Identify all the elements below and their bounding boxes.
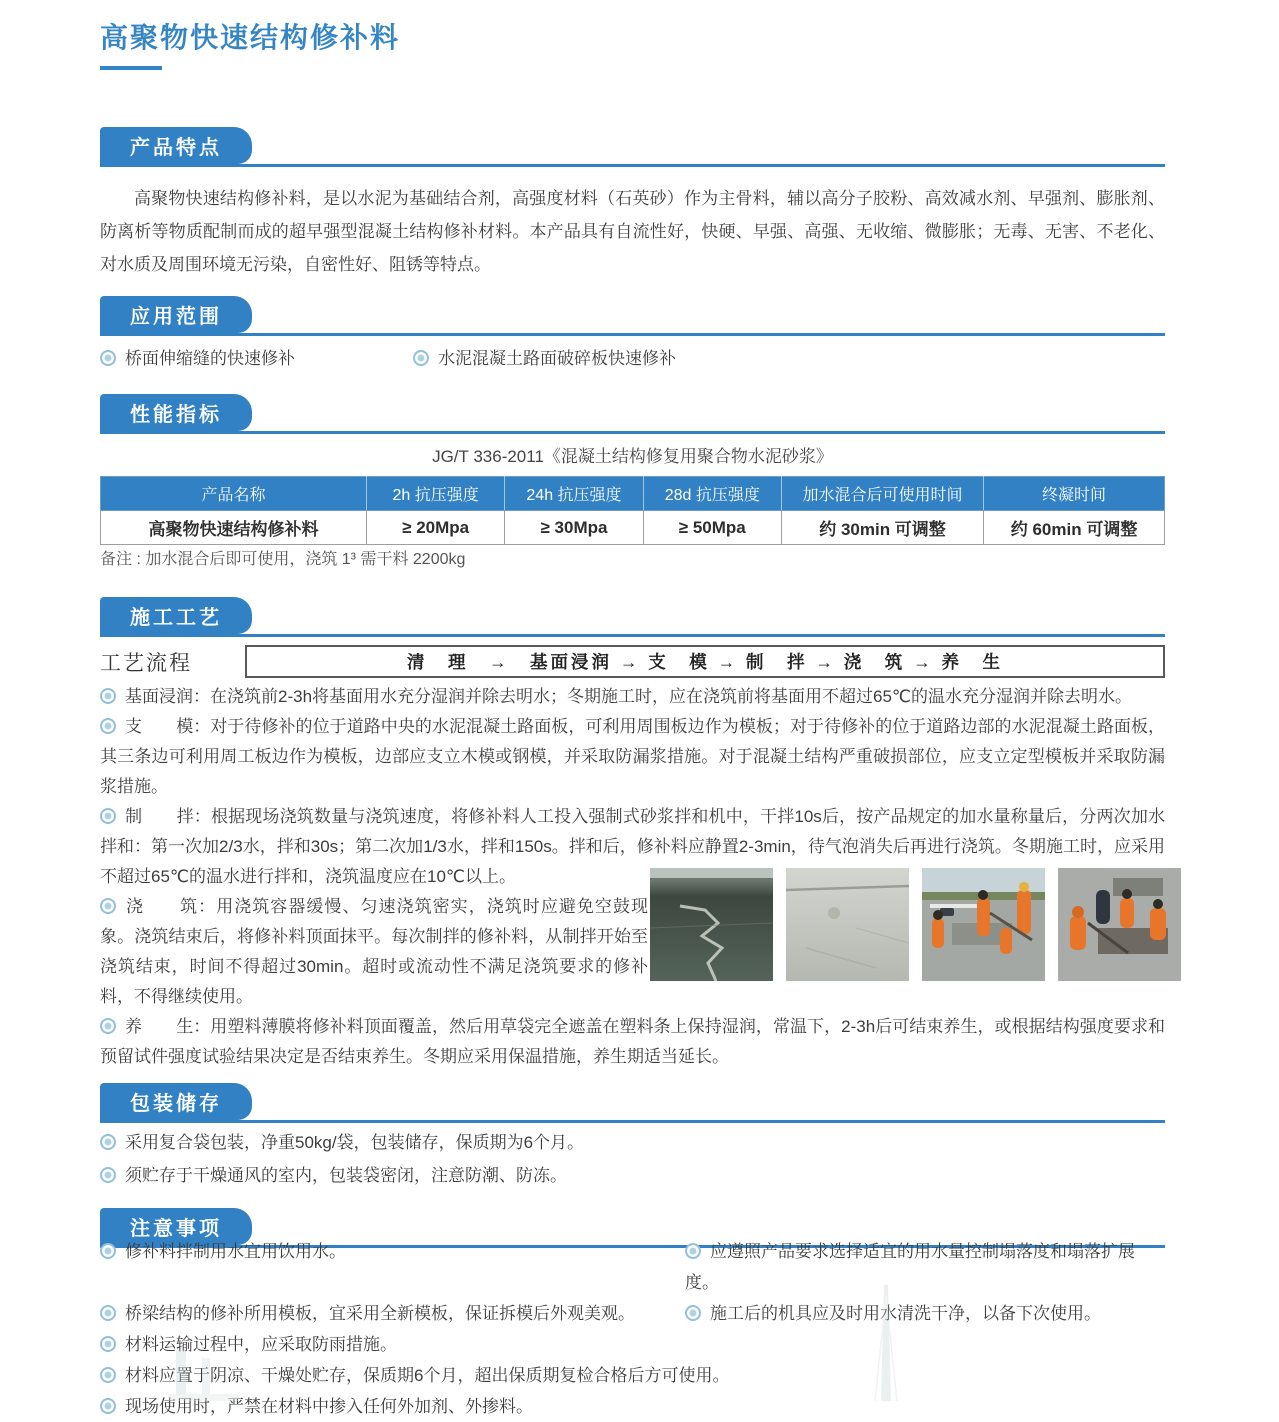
flow-label: 工艺流程 (100, 651, 192, 675)
packaging-list (100, 1126, 1165, 1192)
applications-list (100, 344, 1165, 369)
table-header-row (101, 477, 1165, 511)
ring-bullet-icon (413, 350, 429, 366)
section-header-applications (100, 296, 1165, 336)
performance-table (100, 476, 1165, 545)
application-item-label: 水泥混凝土路面破碎板快速修补 (438, 349, 676, 368)
features-paragraph: 高聚物快速结构修补料，是以水泥为基础结合剂，高强度材料（石英砂）作为主骨料，辅以高分子胶粉、高效减水剂、早强剂、膨胀剂、防离析等物质配制而成的超早强型混凝土结构修补材料。本产品具有自流性好，快硬、早强、高强、无收缩、微膨胀；无毒、无害、不老化、对水质及周围环境无污染，自密性好、阻锈等特点。 (100, 189, 1165, 274)
caution-item-label: 修补料拌制用水宜用饮用水。 (125, 1242, 346, 1261)
table-cell: ≥ 50Mpa (643, 511, 781, 545)
road-repair-crew-photo (922, 868, 1045, 981)
process-step-text: 浇 筑：用浇筑容器缓慢、匀速浇筑密实，浇筑时应避免空鼓现象。浇筑结束后，将修补料顶面抹平。每次制拌的修补料，从制拌开始至浇筑结束，时间不得超过30min。超时或流动性不满足浇筑要求的修补料，不得继续使用。 (100, 897, 648, 1006)
table-note: 备注 : 加水混合后即可使用，浇筑 1³ 需干料 2200kg (100, 551, 466, 568)
list-item (685, 1298, 1165, 1329)
process-step (100, 892, 648, 1012)
list-item (100, 1298, 685, 1329)
process-step (100, 682, 1165, 712)
application-item-label: 桥面伸缩缝的快速修补 (125, 349, 295, 368)
cracked-pavement-photo (650, 868, 773, 981)
ring-bullet-icon (100, 1018, 116, 1034)
caution-row (100, 1236, 1165, 1298)
list-item (100, 1159, 1165, 1192)
ring-bullet-icon (100, 718, 116, 734)
section-header-packaging (100, 1083, 1165, 1123)
site-photo-strip (650, 868, 1180, 981)
ring-bullet-icon (100, 898, 116, 914)
ring-bullet-icon (100, 808, 116, 824)
caution-item-label: 材料应置于阴凉、干燥处贮存，保质期6个月，超出保质期复检合格后方可使用。 (125, 1366, 730, 1385)
ring-bullet-icon (685, 1243, 701, 1259)
table-cell: 约 60min 可调整 (984, 511, 1165, 545)
patching-work-photo (1058, 868, 1181, 981)
table-cell: ≥ 20Mpa (367, 511, 505, 545)
ring-bullet-icon (100, 688, 116, 704)
caution-row (100, 1391, 1165, 1422)
list-item (100, 344, 413, 369)
bridge-pier-watermark (168, 1350, 238, 1401)
caution-row (100, 1360, 1165, 1391)
list-item (100, 1391, 533, 1422)
list-item (100, 1126, 1165, 1159)
section-badge-applications: 应用范围 (100, 296, 252, 333)
table-row (101, 511, 1165, 545)
table-cell: 约 30min 可调整 (781, 511, 983, 545)
section-badge-process: 施工工艺 (100, 597, 252, 634)
ring-bullet-icon (100, 1167, 116, 1183)
caution-item-label: 现场使用时，严禁在材料中掺入任何外加剂、外掺料。 (125, 1397, 533, 1416)
section-badge-cautions: 注意事项 (100, 1208, 252, 1245)
concrete-surface-photo (786, 868, 909, 981)
table-header-cell: 终凝时间 (984, 477, 1165, 511)
process-step (100, 712, 1165, 802)
ring-bullet-icon (100, 1243, 116, 1259)
page-title: 高聚物快速结构修补料 (100, 22, 401, 53)
list-item (100, 1329, 397, 1360)
caution-row (100, 1329, 1165, 1360)
standard-caption: JG/T 336-2011《混凝土结构修复用聚合物水泥砂浆》 (432, 447, 833, 466)
process-step-text: 养 生：用塑料薄膜将修补料顶面覆盖，然后用草袋完全遮盖在塑料条上保持湿润，常温下，2-3h后可结束养生，或根据结构强度要求和预留试件强度试验结果决定是否结束养生。冬期应采用保温措施，养生期适当延长。 (100, 1017, 1165, 1066)
table-header-cell: 2h 抗压强度 (367, 477, 505, 511)
list-item (413, 344, 676, 369)
process-step-text: 支 模：对于待修补的位于道路中央的水泥混凝土路面板，可利用周围板边作为模板；对于待修补的位于道路边部的水泥混凝土路面板，其三条边可利用周工板边作为模板，边部应支立木模或钢模，并采取防漏浆措施。对于混凝土结构严重破损部位，应支立定型模板并采取防漏浆措施。 (100, 717, 1165, 796)
list-item (100, 1236, 685, 1298)
table-header-cell: 加水混合后可使用时间 (781, 477, 983, 511)
process-step (100, 1012, 1165, 1072)
ring-bullet-icon (100, 1367, 116, 1383)
section-header-features (100, 127, 1165, 167)
section-badge-features: 产品特点 (100, 127, 252, 164)
section-header-performance (100, 394, 1165, 434)
ring-bullet-icon (100, 1134, 116, 1150)
table-header-cell: 24h 抗压强度 (505, 477, 643, 511)
flow-diagram-box: 清 理 → 基面浸润 → 支 模 → 制 拌 → 浇 筑 → 养 生 (245, 645, 1165, 678)
process-step-text: 制 拌：根据现场浇筑数量与浇筑速度，将修补料人工投入强制式砂浆拌和机中，干拌10s后，按产品规定的加水量称量后，分两次加水拌和：第一次加2/3水，拌和30s；第二次加1/3水，拌和150s。拌和后，修补料应静置2-3min，待气泡消失后再进行浇筑。冬期施工时，应采用不超过65℃的温水进行拌和，浇筑温度应在10℃以上。 (100, 807, 1165, 886)
ring-bullet-icon (100, 1336, 116, 1352)
caution-item-label: 应遵照产品要求选择适宜的用水量控制塌落度和塌落扩展度。 (685, 1242, 1135, 1292)
packaging-item-label: 采用复合袋包装，净重50kg/袋，包装储存，保质期为6个月。 (125, 1133, 585, 1152)
list-item (685, 1236, 1165, 1298)
packaging-item-label: 须贮存于干燥通风的室内，包装袋密闭，注意防潮、防冻。 (125, 1166, 567, 1185)
section-header-process (100, 597, 1165, 637)
caution-row (100, 1298, 1165, 1329)
table-cell: ≥ 30Mpa (505, 511, 643, 545)
title-underline (100, 66, 162, 70)
ring-bullet-icon (100, 1398, 116, 1414)
caution-item-label: 桥梁结构的修补所用模板，宜采用全新模板，保证拆模后外观美观。 (125, 1304, 635, 1323)
caution-item-label: 材料运输过程中，应采取防雨措施。 (125, 1335, 397, 1354)
ring-bullet-icon (100, 1305, 116, 1321)
process-flow-row (100, 645, 1165, 678)
section-badge-performance: 性能指标 (100, 394, 252, 431)
process-step-text: 基面浸润：在浇筑前2-3h将基面用水充分湿润并除去明水；冬期施工时，应在浇筑前将基面用不超过65℃的温水充分湿润并除去明水。 (125, 687, 1133, 706)
section-badge-packaging: 包装储存 (100, 1083, 252, 1120)
table-header-cell: 产品名称 (101, 477, 367, 511)
bridge-tower-watermark (875, 1285, 897, 1401)
ring-bullet-icon (685, 1305, 701, 1321)
cautions-list (100, 1236, 1165, 1422)
caution-item-label: 施工后的机具应及时用水清洗干净，以备下次使用。 (710, 1304, 1101, 1323)
table-header-cell: 28d 抗压强度 (643, 477, 781, 511)
ring-bullet-icon (100, 350, 116, 366)
table-cell: 高聚物快速结构修补料 (101, 511, 367, 545)
